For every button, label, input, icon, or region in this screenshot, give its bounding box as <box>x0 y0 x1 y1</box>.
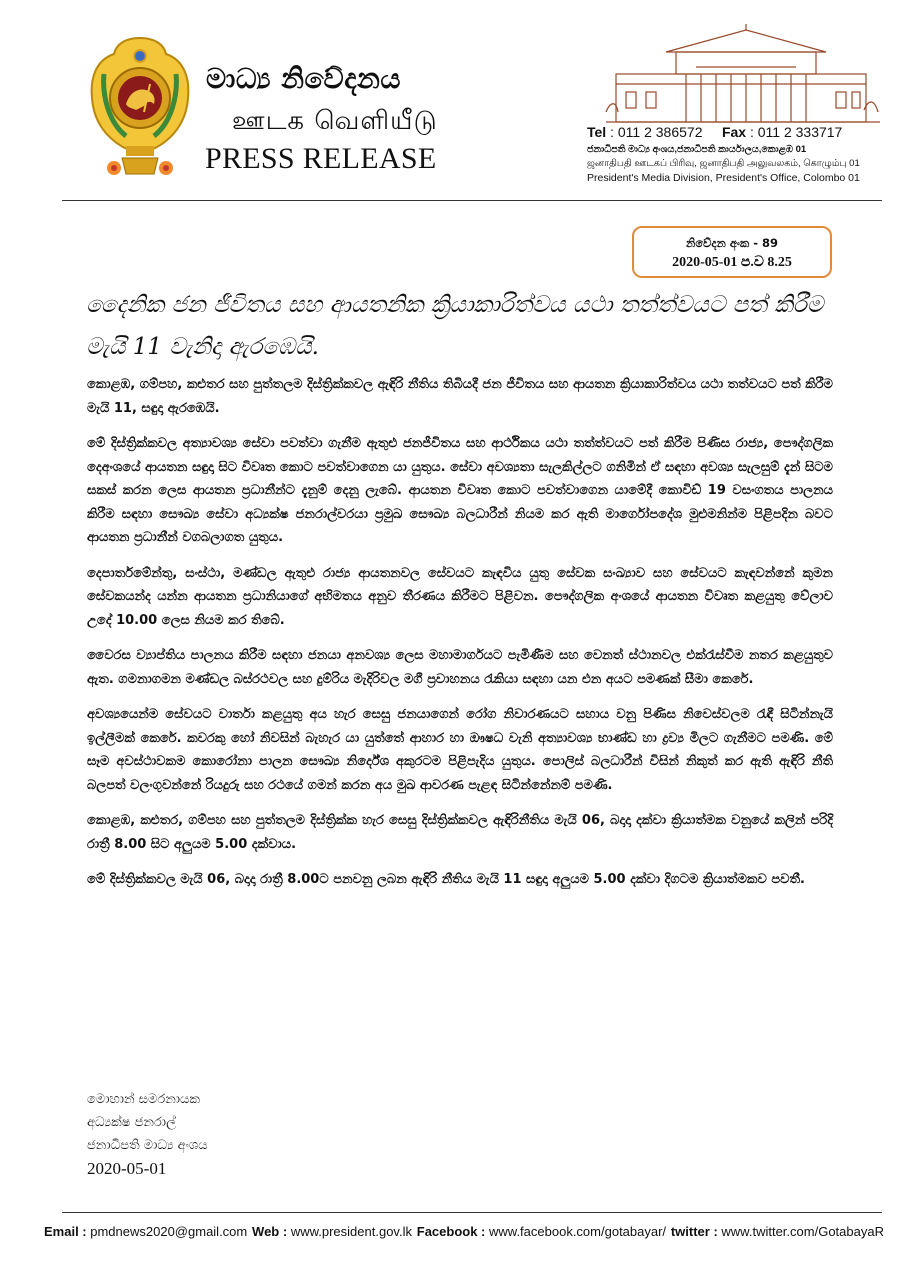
web-link[interactable]: www.president.gov.lk <box>290 1224 412 1239</box>
footer-divider <box>62 1212 882 1213</box>
paragraph: මේ දිස්ත්‍රික්කවල අත්‍යාවශ්‍ය සේවා පවත්වා ගැනීම ඇතුළු ජනජීවිතය සහ ආර්ථිකය යථා තත්ත්වයට පත් කිරීම පිණිස රාජ්‍ය, පෞද්ගලික දෙඅංශයේ ආයතන සඳුදා සිට විවෘත කොට පවත්වාගෙන යා යුතුය. සේවා අවශ්‍යතා සැලකිල්ලට ගනිමින් ඒ සඳහා අවශ්‍ය සැලසුම් දැන් සිටම සකස් කරන ලෙස ආයතන ප්‍රධානීන්ට දැනුම් දෙනු ලැබේ. ආයතන විවෘත කොට පවත්වාගෙන යාමේදී කොවිඩ් 19 වසංගතය පාලනය කිරීම සඳහා සෞඛ්‍ය සේවා අධ්‍යක්ෂ ජනරාල්වරයා ප්‍රමුඛ සෞඛ්‍ය බලධාරීන් නියම කර ඇති මාර්ගෝපදේශ මුළුමනින්ම පිළිපදින බවට ආයතන ප්‍රධානීන් වගබලාගත යුතුය. <box>87 436 833 545</box>
paragraph: වෛරස ව්‍යාප්තිය පාලනය කිරීම සඳහා ජනයා අනවශ්‍ය ලෙස මහාමාර්ගයට පැමිණීම සහ වෙනත් ස්ථානවල එක්රැස්වීම නතර කළයුතුව ඇත. ගමනාගමන මණ්ඩල බස්රථවල සහ දුම්රිය මැදිරිවල මගී ප්‍රවාහනය රැකියා සඳහා යන එන අයට පමණක් සීමා කෙරේ. <box>87 648 833 687</box>
footer-email <box>44 1224 247 1239</box>
facebook-link[interactable]: www.facebook.com/gotabayar/ <box>489 1224 667 1239</box>
presidents-office-building-icon <box>596 22 880 128</box>
tel-label: Tel <box>587 124 607 140</box>
paragraph: කොළඹ, ගම්පහ, කළුතර සහ පුත්තලම දිස්ත්‍රික්කවල ඇඳිරි නීතිය තිබියදී ජන ජීවිතය සහ ආයතන ක්‍රියාකාරිත්වය යථා තත්වයට පත් කිරීම මැයි 11, සඳුදා ඇරඹෙයි. <box>87 377 833 416</box>
signature-date: 2020-05-01 <box>87 1159 167 1178</box>
email-link[interactable]: pmdnews2020@gmail.com <box>90 1224 248 1239</box>
header-divider <box>62 200 882 201</box>
signatory-title: අධ්‍යක්ෂ ජනරාල් <box>87 1115 176 1130</box>
signatory-division: ජනාධිපති මාධ්‍ය අංශය <box>87 1138 208 1153</box>
release-number-line <box>634 234 830 253</box>
release-number: - 89 <box>753 236 779 250</box>
fax-label: Fax <box>721 124 747 140</box>
signature-block <box>87 1088 208 1180</box>
address-english: President's Media Division, President's Office, Colombo 01 <box>587 172 860 184</box>
phone-fax-line <box>587 124 860 140</box>
contact-block <box>587 124 860 185</box>
release-datetime: 2020-05-01 ප.ව 8.25 <box>672 255 792 270</box>
paragraph: මේ දිස්ත්‍රික්කවල මැයි 06, බදාදා රාත්‍රී 8.00ට පනවනු ලබන ඇඳිරි නීතිය මැයි 11 සඳුදා අලුයම 5.00 දක්වා දිගටම ක්‍රියාත්මකව පවතී. <box>87 872 805 887</box>
twitter-label: twitter : <box>670 1224 718 1239</box>
email-label: Email : <box>44 1224 87 1239</box>
footer-twitter <box>671 1224 884 1239</box>
address-tamil: ஜனாதிபதி ஊடகப் பிரிவு, ஜனாதிபதி அலுவலகம், கொழும்பு 01 <box>587 158 860 169</box>
twitter-link[interactable]: www.twitter.com/GotabayaR <box>721 1224 884 1239</box>
footer-web <box>252 1224 412 1239</box>
body-text <box>87 373 833 904</box>
page-title: දෛනික ජන ජීවිතය සහ ආයතනික ක්‍රියාකාරිත්වය යථා තත්ත්වයට පත් කිරීම මැයි 11 වැනිදා ඇරඹෙයි. <box>86 292 824 360</box>
release-number-label: නිවේදන අංක <box>685 236 750 250</box>
paragraph: අවශ්‍යයෙන්ම සේවයට වාර්තා කළයුතු අය හැර සෙසු ජනයාගෙන් රෝග නිවාරණයට සහාය වනු පිණිස නිවෙස්වලම රැඳී සිටින්නැයි ඉල්ලීමක් කෙරේ. කවරකු හෝ නිවසින් බැහැර යා යුත්තේ ආහාර හා ඖෂධ වැනි අත්‍යාවශ්‍ය භාණ්ඩ හා ද්‍රව්‍ය මිලට ගැනීමට පමණි. මේ සෑම අවස්ථාවකම කොරෝනා පාලන සෞඛ්‍ය නිර්දේශ අකුරටම පිළිපැදිය යුතුය. පොලිස් බලධාරීන් විසින් නිකුත් කර ඇති ඇඳිරි නීති බලපත් වලංගුවන්නේ රියදුරු සහ රථයේ ගමන් කරන අය මුඛ ආවරණ පැළඳ සිටින්නේනම් පමණි. <box>87 707 833 793</box>
paragraph: කොළඹ, කළුතර, ගම්පහ සහ පුත්තලම දිස්ත්‍රික්ක හැර සෙසු දිස්ත්‍රික්කවල ඇඳිරිනීතිය මැයි 06, බදාදා දක්වා ක්‍රියාත්මක වනුයේ කලින් පරිදි රාත්‍රී 8.00 සිට අලුයම 5.00 දක්වාය. <box>87 813 833 852</box>
fax-value: : 011 2 333717 <box>749 124 843 140</box>
title-tamil: ஊடக வெளியீடு <box>232 106 438 136</box>
tel-value: : 011 2 386572 <box>610 124 703 140</box>
footer-facebook <box>417 1224 666 1239</box>
footer <box>44 1224 884 1239</box>
paragraph: දෙපාර්තමේන්තු, සංස්ථා, මණ්ඩල ඇතුළු රාජ්‍ය ආයතනවල සේවයට කැඳවිය යුතු සේවක සංඛ්‍යාව සහ සේවයට කැඳවන්නේ කුමන සේවකයන්ද යන්න ආයතන ප්‍රධානියාගේ අභිමතය අනුව තීරණය කිරීමට පිළිවන. පෞද්ගලික අංශයේ ආයතන විවෘත කළයුතු වේලාව උදේ 10.00 ලෙස නියම කර තිබේ. <box>87 565 833 628</box>
title-sinhala: මාධ්‍ය නිවේදනය <box>206 62 401 95</box>
facebook-label: Facebook : <box>416 1224 486 1239</box>
signatory-name: මොහාන් සමරනායක <box>87 1092 200 1107</box>
address-sinhala: ජනාධිපති මාධ්‍ය අංශය,ජනාධිපති කාර්යාලය,කොළඹ 01 <box>587 144 807 155</box>
sri-lanka-emblem-icon <box>86 34 194 184</box>
title-english: PRESS RELEASE <box>205 142 437 175</box>
web-label: Web : <box>252 1224 288 1239</box>
release-number-box <box>632 226 832 278</box>
